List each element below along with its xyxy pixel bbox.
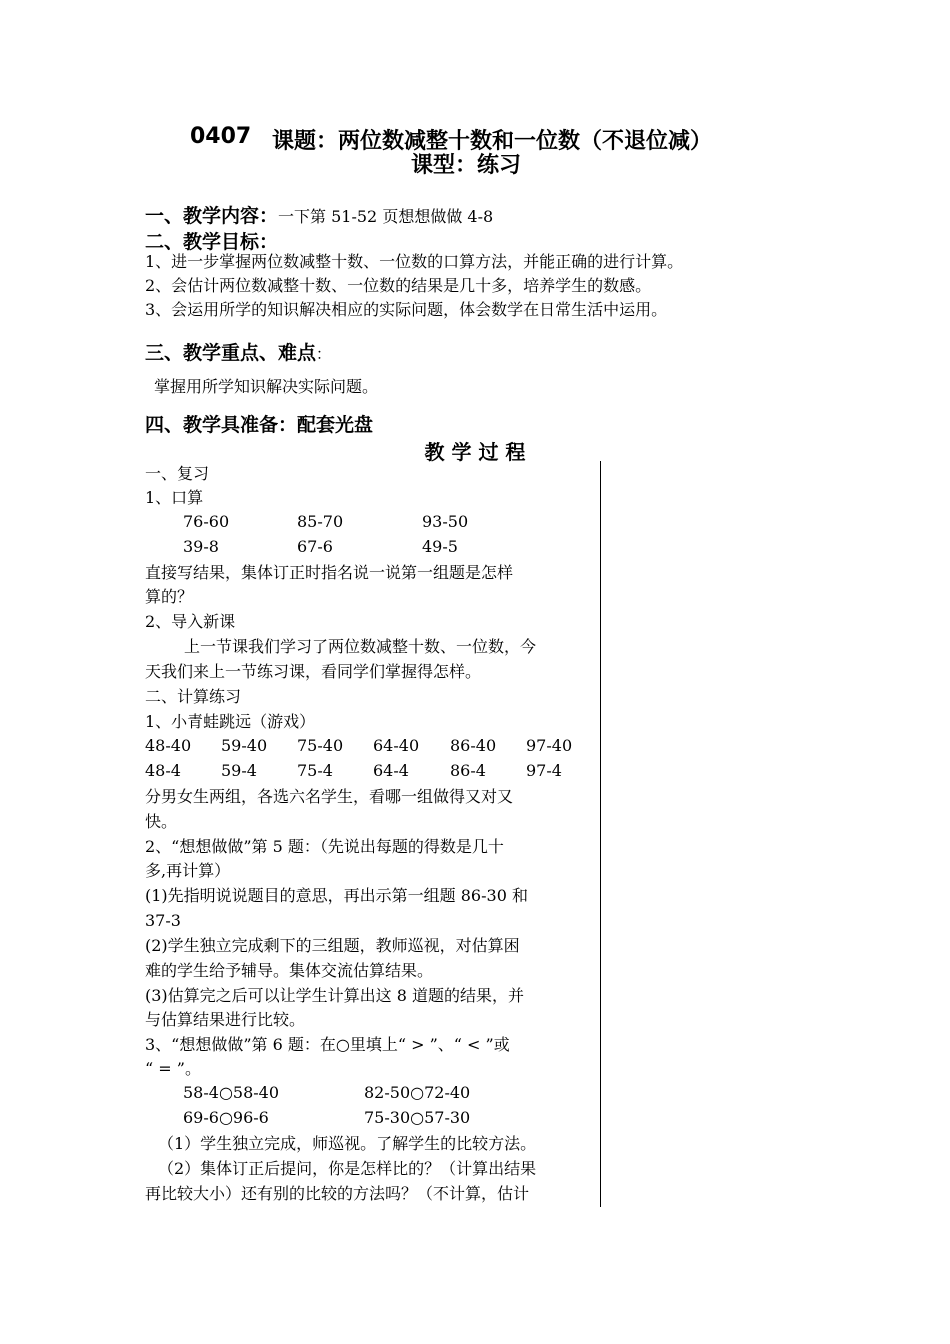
goal-item-3: 3、会运用所学的知识解决相应的实际问题，体会数学在日常生活中运用。: [145, 300, 668, 319]
frog-cell: 64-40: [373, 736, 420, 755]
oral-cell: 39-8: [183, 537, 219, 556]
frog-cell: 59-4: [221, 761, 257, 780]
q6-step2-b: 再比较大小）还有别的比较的方法吗？（不计算，估计: [145, 1184, 530, 1203]
compare-cell: 82-50○72-40: [364, 1083, 471, 1102]
oral-cell: 85-70: [297, 512, 344, 531]
frog-cell: 86-40: [450, 736, 497, 755]
content-value: 一下第 51-52 页想想做做 4-8: [278, 207, 494, 226]
frog-cell: 48-4: [145, 761, 181, 780]
review-heading: 一、复习: [145, 464, 210, 483]
frog-cell: 97-4: [526, 761, 562, 780]
intro-text-1: 上一节课我们学习了两位数减整十数、一位数，今: [184, 637, 537, 656]
intro-heading: 2、导入新课: [145, 612, 236, 631]
lesson-title: 课题：两位数减整十数和一位数（不退位减）: [272, 129, 713, 154]
q5-step2-b: 难的学生给予辅导。集体交流估算结果。: [145, 961, 434, 980]
q5-step3-a: (3)估算完之后可以让学生计算出这 8 道题的结果，并: [145, 986, 525, 1005]
q6-step1: （1）学生独立完成，师巡视。了解学生的比较方法。: [158, 1134, 537, 1153]
frog-note-2: 快。: [145, 812, 178, 831]
key-value: 掌握用所学知识解决实际问题。: [154, 377, 379, 396]
prep-label: 四、教学具准备：配套光盘: [145, 414, 374, 436]
compare-cell: 75-30○57-30: [364, 1108, 471, 1127]
practice-heading: 二、计算练习: [145, 687, 242, 706]
oral-cell: 76-60: [183, 512, 230, 531]
oral-cell: 67-6: [297, 537, 333, 556]
frog-cell: 97-40: [526, 736, 573, 755]
q5-heading-1: 2、“想想做做”第 5 题：（先说出每题的得数是几十: [145, 837, 504, 856]
q6-heading-1: 3、“想想做做”第 6 题：在○里填上“ > ”、“ < ”或: [145, 1035, 510, 1054]
process-title: 教 学 过 程: [424, 440, 526, 464]
q5-step3-b: 与估算结果进行比较。: [145, 1010, 306, 1029]
q6-heading-2: “ = ”。: [145, 1059, 201, 1078]
compare-cell: 58-4○58-40: [183, 1083, 280, 1102]
content-line: [145, 201, 493, 229]
key-line: [145, 338, 331, 365]
oral-cell: 49-5: [422, 537, 458, 556]
oral-note-2: 算的？: [145, 587, 194, 606]
q5-heading-2: 多,再计算）: [145, 861, 231, 880]
oral-cell: 93-50: [422, 512, 469, 531]
frog-cell: 75-40: [297, 736, 344, 755]
q6-step2-a: （2）集体订正后提问，你是怎样比的？（计算出结果: [158, 1159, 537, 1178]
lesson-type: 课型：练习: [411, 153, 522, 178]
frog-note-1: 分男女生两组，各选六名学生，看哪一组做得又对又: [145, 787, 514, 806]
q5-step1-b: 37-3: [145, 911, 181, 930]
column-divider: [600, 461, 601, 1207]
frog-cell: 64-4: [373, 761, 409, 780]
key-label: 三、教学重点、难点: [145, 342, 317, 364]
lesson-code: 0407: [190, 124, 252, 149]
content-label: 一、教学内容：: [145, 205, 279, 227]
key-colon: ：: [316, 345, 332, 363]
frog-cell: 75-4: [297, 761, 333, 780]
goal-item-2: 2、会估计两位数减整十数、一位数的结果是几十多，培养学生的数感。: [145, 276, 652, 295]
frog-cell: 86-4: [450, 761, 486, 780]
goal-item-1: 1、进一步掌握两位数减整十数、一位数的口算方法，并能正确的进行计算。: [145, 252, 684, 271]
oral-heading: 1、口算: [145, 488, 204, 507]
frog-cell: 48-40: [145, 736, 192, 755]
goals-label: 二、教学目标：: [145, 231, 279, 253]
compare-cell: 69-6○96-6: [183, 1108, 269, 1127]
q5-step1-a: (1)先指明说说题目的意思，再出示第一组题 86-30 和: [145, 886, 528, 905]
frog-cell: 59-40: [221, 736, 268, 755]
oral-note-1: 直接写结果，集体订正时指名说一说第一组题是怎样: [145, 563, 514, 582]
frog-heading: 1、小青蛙跳远（游戏）: [145, 712, 316, 731]
intro-text-2: 天我们来上一节练习课，看同学们掌握得怎样。: [145, 662, 482, 681]
q5-step2-a: (2)学生独立完成剩下的三组题，教师巡视，对估算困: [145, 936, 520, 955]
